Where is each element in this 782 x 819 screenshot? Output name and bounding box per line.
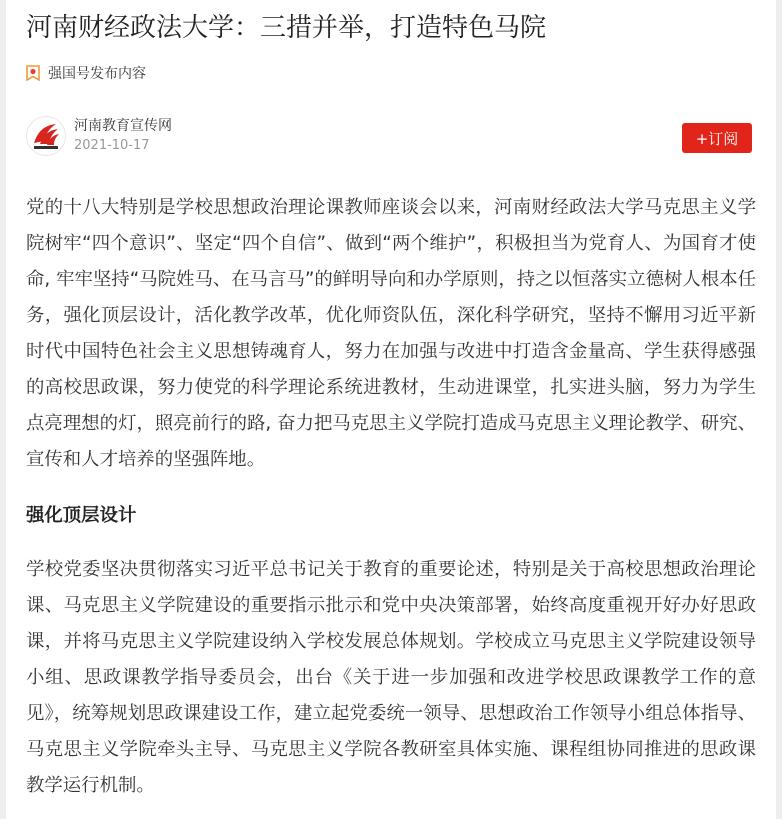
article-content [26, 190, 756, 804]
article-title: 河南财经政法大学：三措并举，打造特色马院 [26, 13, 547, 43]
source-label: 强国号发布内容 [48, 66, 146, 82]
author-name[interactable]: 河南教育宣传网 [74, 118, 172, 134]
article-card [6, 0, 776, 819]
author-block[interactable] [26, 116, 172, 156]
author-text [74, 117, 172, 155]
publish-date: 2021-10-17 [74, 138, 150, 153]
henan-education-logo-icon[interactable] [26, 116, 66, 156]
subscribe-button[interactable]: +订阅 [682, 123, 752, 153]
section-heading: 强化顶层设计 [26, 505, 137, 526]
article-paragraph: 学校党委坚决贯彻落实习近平总书记关于教育的重要论述，特别是关于高校思想政治理论课、马克思主义学院建设的重要指示批示和党中央决策部署，始终高度重视开好办好思政课，并将马克思主义学院建设纳入学校发展总体规划。学校成立马克思主义学院建设领导小组、思政课教学指导委员会，出台《关于进一步加强和改进学校思政课教学工作的意见》，统筹规划思政课建设工作，建立起党委统一领导、思想政治工作领导小组总体指导、马克思主义学院牵头主导、马克思主义学院各教研室具体实施、课程组协同推进的思政课教学运行机制。 [26, 559, 756, 796]
source-line [26, 62, 146, 84]
bookmark-badge-icon [26, 65, 40, 81]
article-paragraph: 党的十八大特别是学校思想政治理论课教师座谈会以来，河南财经政法大学马克思主义学院树牢“四个意识”、坚定“四个自信”、做到“两个维护”，积极担当为党育人、为国育才使命, 牢牢坚持“马院姓马、在马言马”的鲜明导向和办学原则，持之以恒落实立德树人根本任务，强化顶层设计，活化教学改革，优化师资队伍，深化科学研究，坚持不懈用习近平新时代中国特色社会主义思想铸魂育人，努力在加强与改进中打造含金量高、学生获得感强的高校思政课，努力使党的科学理论系统进教材，生动进课堂，扎实进头脑，努力为学生点亮理想的灯，照亮前行的路, 奋力把马克思主义学院打造成马克思主义理论教学、研究、宣传和人才培养的坚强阵地。 [26, 197, 756, 470]
